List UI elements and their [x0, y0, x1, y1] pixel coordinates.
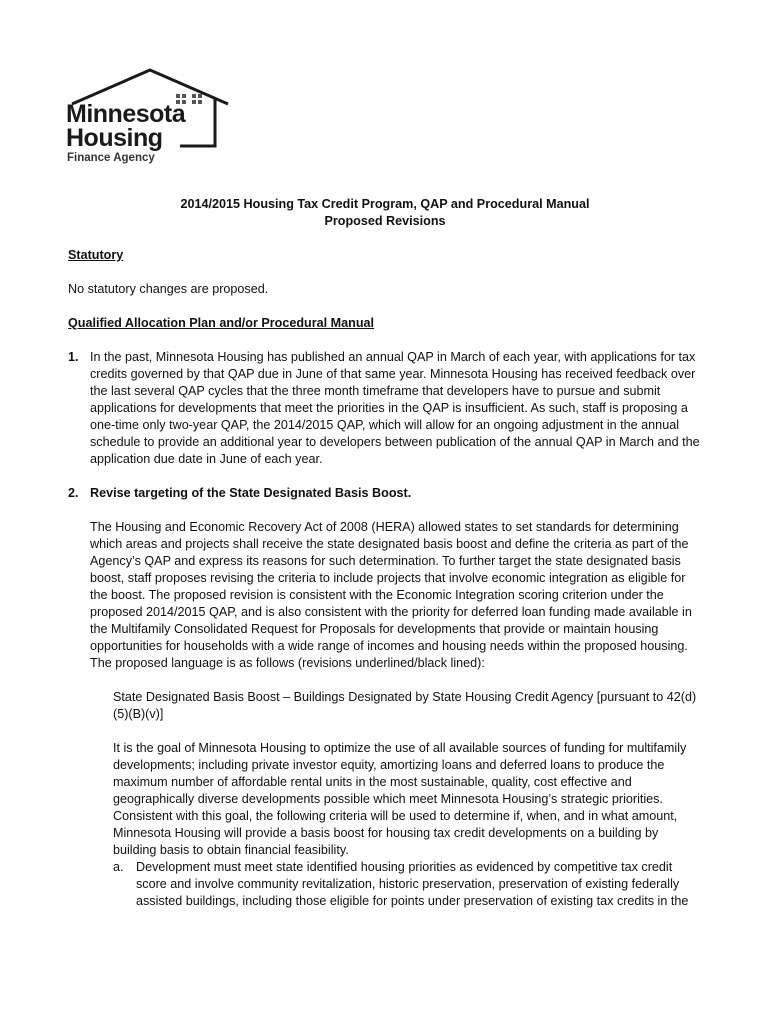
- quote-title: State Designated Basis Boost – Buildings Designated by State Housing Credit Agency [pursuant to 42(d)(5)(B)(v)]: [113, 690, 697, 721]
- logo-line-2: Housing: [66, 124, 163, 152]
- item2-body: The Housing and Economic Recovery Act of 2008 (HERA) allowed states to set standards for determining which areas and projects shall receive the state designated basis boost and define the criteria as part of the Agency’s QAP and express its reasons for such determination. To further target the state designated basis boost, staff proposes revising the criteria to include projects that involve economic integration as eligible for the boost. The proposed revision is consistent with the Economic Integration scoring criterion under the proposed 2014/2015 QAP, and is also consistent with the priority for deferred loan funding made available in the Multifamily Consolidated Request for Proposals for developments that provide or maintain housing opportunities for households with a wide range of incomes and housing needs within the proposed housing. The proposed language is as follows (revisions underlined/black lined):: [90, 520, 692, 670]
- section-heading-statutory: Statutory: [68, 248, 124, 262]
- logo-line-3: Finance Agency: [67, 152, 155, 164]
- list-item-text: Revise targeting of the State Designated Basis Boost.: [90, 486, 412, 500]
- document-title: [68, 196, 702, 230]
- section-heading-qap: Qualified Allocation Plan and/or Procedural Manual: [68, 316, 375, 330]
- quote-body: It is the goal of Minnesota Housing to optimize the use of all available sources of funding for multifamily developments; including private investor equity, amortizing loans and deferred loans to produce the maximum number of affordable rental units in the most sustainable, quality, cost effective and geographically diverse developments possible which meet Minnesota Housing’s strategic priorities. Consistent with this goal, the following criteria will be used to determine if, when, and in what amount, Minnesota Housing will provide a basis boost for housing tax credit developments on a building by building basis to obtain financial feasibility.: [113, 741, 687, 857]
- document-body: [68, 196, 702, 910]
- list-item: [68, 349, 702, 468]
- sub-list-item: [68, 859, 702, 910]
- list-item: [68, 485, 702, 502]
- title-line-1: 2014/2015 Housing Tax Credit Program, QAP and Procedural Manual: [180, 197, 590, 211]
- sub-list-item-letter: a.: [113, 860, 124, 874]
- title-line-2: Proposed Revisions: [324, 214, 446, 228]
- statutory-body: No statutory changes are proposed.: [68, 282, 269, 296]
- list-item-text: In the past, Minnesota Housing has published an annual QAP in March of each year, with applications for tax credits governed by that QAP due in June of that same year. Minnesota Housing has received feedback over the last several QAP cycles that the three month timeframe that developers have to pursue and submit applications for developments that meet the priorities in the QAP is insufficient. As such, staff is proposing a one-time only two-year QAP, the 2014/2015 QAP, which will allow for an ongoing adjustment in the annual schedule to provide an additional year to developers between publication of the annual QAP in March and the application due date in June of each year.: [90, 350, 700, 466]
- list-item-number: 2.: [68, 486, 79, 500]
- agency-logo: [62, 66, 232, 170]
- logo-line-1: Minnesota: [66, 100, 186, 128]
- sub-list-item-text: Development must meet state identified housing priorities as evidenced by competitive tax credit score and involve community revitalization, historic preservation, preservation of existing federally assisted buildings, including those eligible for points under preservation of existing tax credits in the: [136, 860, 689, 908]
- list-item-number: 1.: [68, 350, 79, 364]
